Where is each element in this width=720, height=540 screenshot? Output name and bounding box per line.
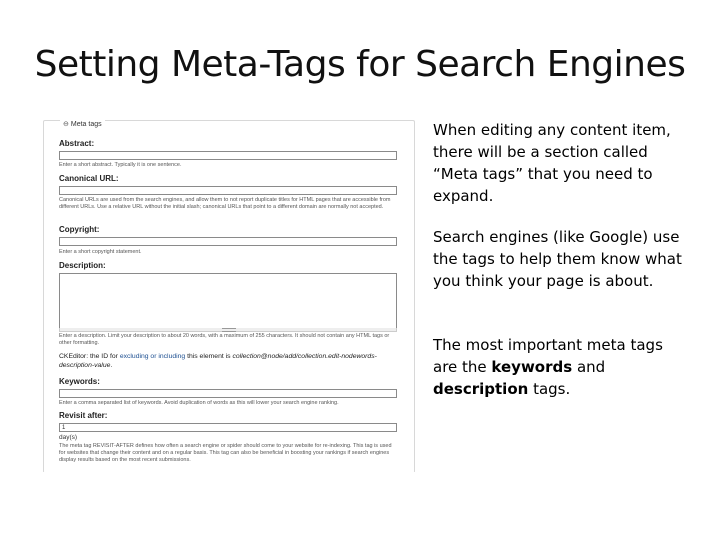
copyright-input[interactable]: [59, 237, 397, 246]
copyright-description: Enter a short copyright statement.: [59, 249, 142, 255]
revisit-after-input[interactable]: 1: [59, 423, 397, 432]
canonical-url-description: Canonical URLs are used from the search engines, and allow them to not report duplicate titles for HTML pages that are accessible from different URLs. Use a relative URL without the initial slash; canonical URLs that point to a different domain are normally not accepted.: [59, 197, 391, 210]
search-engines-paragraph: Search engines (like Google) use the tags to help them know what you think your page is about.: [433, 228, 682, 290]
para3-mid: and: [572, 358, 606, 376]
minus-icon: ⊖: [63, 121, 69, 128]
slide-title: Setting Meta-Tags for Search Engines: [34, 44, 686, 85]
keywords-input[interactable]: [59, 389, 397, 398]
meta-tags-legend[interactable]: [60, 120, 105, 128]
para3-after: tags.: [528, 380, 571, 398]
keywords-description: Enter a comma separated list of keywords. Avoid duplication of words as this will lower your search engine ranking.: [59, 400, 339, 406]
ckeditor-element-id: collection@node/add/collection.edit-nodewords-description-value: [59, 353, 377, 369]
description-help: Enter a description. Limit your description to about 20 words, with a maximum of 255 characters. It should not contain any HTML tags or other formatting.: [59, 333, 390, 346]
textarea-resize-grip[interactable]: [59, 328, 397, 332]
meta-tags-fieldset: [43, 120, 415, 472]
canonical-url-label: Canonical URL:: [59, 174, 119, 183]
excluding-including-link[interactable]: excluding or including: [119, 353, 186, 360]
ckeditor-prefix: CKEditor: the ID for: [59, 353, 120, 360]
abstract-label: Abstract:: [59, 139, 95, 148]
ckeditor-note: [59, 352, 404, 370]
revisit-unit: day(s): [59, 434, 78, 441]
abstract-description: Enter a short abstract. Typically it is one sentence.: [59, 162, 182, 168]
para3-before: The most important meta tags are the: [433, 336, 663, 376]
meta-tags-screenshot: [43, 116, 415, 472]
copyright-label: Copyright:: [59, 225, 100, 234]
revisit-after-label: Revisit after:: [59, 411, 108, 420]
canonical-url-input[interactable]: [59, 186, 397, 195]
revisit-after-description: The meta tag REVISIT-AFTER defines how often a search engine or spider should come to your website for re-indexing. This tag is used for websites that change their content and on a regular basis. This tag can also be beneficial in boosting your rankings if search engines display results based on the most recent submissions.: [59, 443, 392, 463]
keywords-emphasis: keywords: [491, 358, 573, 376]
intro-paragraph: When editing any content item, there will be a section called “Meta tags” that you need to expand.: [433, 121, 671, 205]
ckeditor-middle: this element is: [185, 353, 233, 360]
important-tags-paragraph: [433, 334, 683, 400]
description-label: Description:: [59, 261, 106, 270]
description-textarea[interactable]: [59, 273, 397, 329]
keywords-label: Keywords:: [59, 377, 100, 386]
legend-label: Meta tags: [70, 120, 102, 128]
description-emphasis: description: [433, 380, 529, 398]
ckeditor-suffix: .: [110, 362, 113, 369]
abstract-input[interactable]: [59, 151, 397, 160]
